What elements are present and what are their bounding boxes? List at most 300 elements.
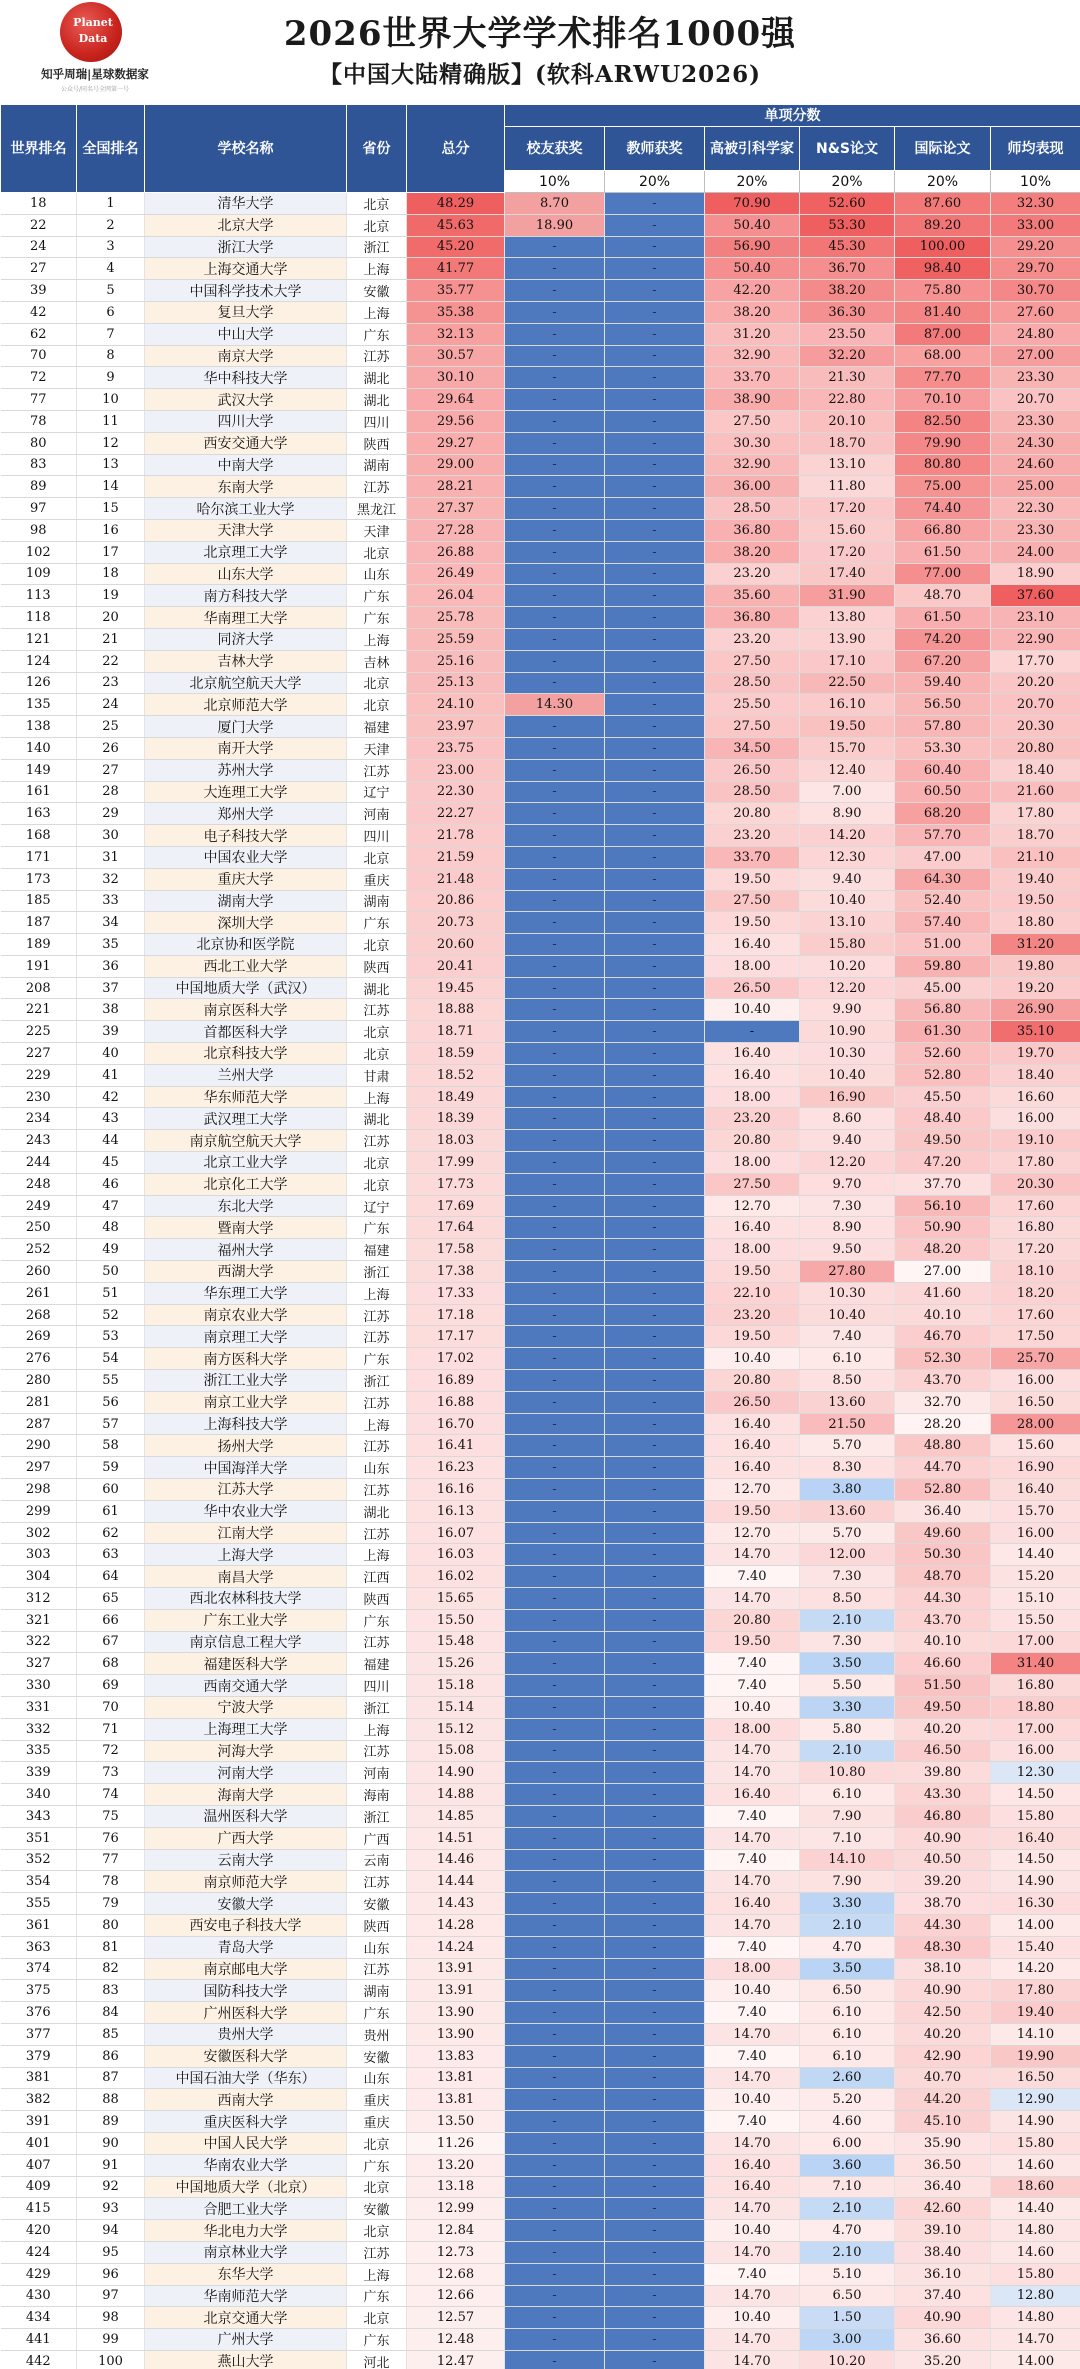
pub-score-cell: 37.70: [895, 1173, 991, 1195]
total-score-cell: 21.48: [407, 868, 505, 890]
table-row: [1, 2263, 1080, 2285]
pcp-score-cell: 15.50: [991, 1609, 1080, 1631]
table-row: [1, 498, 1080, 520]
total-score-cell: 25.13: [407, 672, 505, 694]
national-rank-cell: 98: [77, 2307, 145, 2329]
province-cell: 福建: [347, 1239, 407, 1261]
alumni-score-cell: -: [505, 1457, 605, 1479]
total-score-cell: 26.88: [407, 541, 505, 563]
table-row: [1, 1064, 1080, 1086]
total-score-cell: 22.30: [407, 781, 505, 803]
pcp-score-cell: 19.20: [991, 977, 1080, 999]
pcp-score-cell: 21.60: [991, 781, 1080, 803]
pub-score-cell: 40.10: [895, 1304, 991, 1326]
weight-alumni: 10%: [505, 171, 605, 193]
ns-score-cell: 12.40: [800, 759, 895, 781]
pub-score-cell: 89.20: [895, 214, 991, 236]
pub-score-cell: 28.20: [895, 1413, 991, 1435]
total-score-cell: 26.04: [407, 585, 505, 607]
table-row: [1, 2067, 1080, 2089]
staff-score-cell: -: [605, 650, 705, 672]
pcp-score-cell: 15.10: [991, 1588, 1080, 1610]
national-rank-cell: 59: [77, 1457, 145, 1479]
pcp-score-cell: 12.80: [991, 2285, 1080, 2307]
table-row: [1, 890, 1080, 912]
staff-score-cell: -: [605, 258, 705, 280]
alumni-score-cell: -: [505, 410, 605, 432]
province-cell: 江苏: [347, 1740, 407, 1762]
ns-score-cell: 2.10: [800, 1609, 895, 1631]
pub-score-cell: 27.00: [895, 1261, 991, 1283]
table-row: [1, 2220, 1080, 2242]
staff-score-cell: -: [605, 846, 705, 868]
national-rank-cell: 72: [77, 1740, 145, 1762]
pcp-score-cell: 19.10: [991, 1130, 1080, 1152]
world-rank-cell: 78: [1, 410, 77, 432]
alumni-score-cell: -: [505, 2329, 605, 2351]
pub-score-cell: 60.40: [895, 759, 991, 781]
school-name-cell: 中国地质大学（北京）: [145, 2176, 347, 2198]
school-name-cell: 南京师范大学: [145, 1871, 347, 1893]
ns-score-cell: 13.60: [800, 1391, 895, 1413]
total-score-cell: 30.57: [407, 345, 505, 367]
table-row: [1, 2329, 1080, 2351]
total-score-cell: 17.99: [407, 1152, 505, 1174]
national-rank-cell: 88: [77, 2089, 145, 2111]
school-name-cell: 清华大学: [145, 193, 347, 215]
pub-score-cell: 57.40: [895, 912, 991, 934]
province-cell: 江苏: [347, 1958, 407, 1980]
school-name-cell: 复旦大学: [145, 301, 347, 323]
table-row: [1, 1217, 1080, 1239]
national-rank-cell: 85: [77, 2023, 145, 2045]
pcp-score-cell: 24.60: [991, 454, 1080, 476]
hici-score-cell: 38.90: [705, 389, 800, 411]
table-row: [1, 912, 1080, 934]
staff-score-cell: -: [605, 1021, 705, 1043]
hici-score-cell: 27.50: [705, 716, 800, 738]
pcp-score-cell: 20.70: [991, 694, 1080, 716]
province-cell: 北京: [347, 2220, 407, 2242]
alumni-score-cell: -: [505, 825, 605, 847]
table-row: [1, 1326, 1080, 1348]
school-name-cell: 广州大学: [145, 2329, 347, 2351]
alumni-score-cell: -: [505, 1936, 605, 1958]
pub-score-cell: 36.50: [895, 2154, 991, 2176]
national-rank-cell: 77: [77, 1849, 145, 1871]
staff-score-cell: -: [605, 2089, 705, 2111]
world-rank-cell: 290: [1, 1435, 77, 1457]
ns-score-cell: 12.30: [800, 846, 895, 868]
total-score-cell: 13.18: [407, 2176, 505, 2198]
province-cell: 江西: [347, 1566, 407, 1588]
hici-score-cell: 14.70: [705, 2067, 800, 2089]
national-rank-cell: 7: [77, 323, 145, 345]
total-score-cell: 14.46: [407, 1849, 505, 1871]
staff-score-cell: -: [605, 890, 705, 912]
total-score-cell: 12.48: [407, 2329, 505, 2351]
alumni-score-cell: -: [505, 2002, 605, 2024]
alumni-score-cell: -: [505, 2132, 605, 2154]
province-cell: 重庆: [347, 2089, 407, 2111]
pcp-score-cell: 31.40: [991, 1653, 1080, 1675]
staff-score-cell: -: [605, 672, 705, 694]
pcp-score-cell: 14.40: [991, 1544, 1080, 1566]
pub-score-cell: 48.40: [895, 1108, 991, 1130]
province-cell: 广东: [347, 323, 407, 345]
world-rank-cell: 260: [1, 1261, 77, 1283]
total-score-cell: 45.63: [407, 214, 505, 236]
ns-score-cell: 7.10: [800, 2176, 895, 2198]
world-rank-cell: 18: [1, 193, 77, 215]
hici-score-cell: 19.50: [705, 868, 800, 890]
hici-score-cell: 19.50: [705, 1631, 800, 1653]
alumni-score-cell: -: [505, 1173, 605, 1195]
table-row: [1, 1435, 1080, 1457]
school-name-cell: 合肥工业大学: [145, 2198, 347, 2220]
hici-score-cell: 10.40: [705, 2089, 800, 2111]
province-cell: 山东: [347, 563, 407, 585]
ns-score-cell: 45.30: [800, 236, 895, 258]
ns-score-cell: 3.60: [800, 2154, 895, 2176]
province-cell: 四川: [347, 410, 407, 432]
school-name-cell: 中山大学: [145, 323, 347, 345]
total-score-cell: 17.69: [407, 1195, 505, 1217]
total-score-cell: 12.68: [407, 2263, 505, 2285]
hici-score-cell: 16.40: [705, 1457, 800, 1479]
staff-score-cell: -: [605, 694, 705, 716]
pcp-score-cell: 16.50: [991, 1391, 1080, 1413]
alumni-score-cell: -: [505, 672, 605, 694]
national-rank-cell: 37: [77, 977, 145, 999]
alumni-score-cell: -: [505, 1740, 605, 1762]
province-cell: 江苏: [347, 1304, 407, 1326]
ns-score-cell: 16.90: [800, 1086, 895, 1108]
pcp-score-cell: 14.50: [991, 1849, 1080, 1871]
hici-score-cell: 26.50: [705, 759, 800, 781]
province-cell: 北京: [347, 846, 407, 868]
staff-score-cell: -: [605, 214, 705, 236]
ns-score-cell: 10.20: [800, 2350, 895, 2369]
total-score-cell: 17.58: [407, 1239, 505, 1261]
school-name-cell: 南京理工大学: [145, 1326, 347, 1348]
ns-score-cell: 17.40: [800, 563, 895, 585]
alumni-score-cell: -: [505, 1566, 605, 1588]
alumni-score-cell: -: [505, 1653, 605, 1675]
logo-text-planet: Planet: [73, 16, 113, 29]
pub-score-cell: 42.60: [895, 2198, 991, 2220]
staff-score-cell: -: [605, 934, 705, 956]
national-rank-cell: 83: [77, 1980, 145, 2002]
school-name-cell: 中国农业大学: [145, 846, 347, 868]
school-name-cell: 南京医科大学: [145, 999, 347, 1021]
national-rank-cell: 30: [77, 825, 145, 847]
staff-score-cell: -: [605, 1304, 705, 1326]
alumni-score-cell: -: [505, 1675, 605, 1697]
page-subtitle: 【中国大陆精确版】(软科ARWU2026): [318, 61, 762, 88]
hici-score-cell: 16.40: [705, 1784, 800, 1806]
pub-score-cell: 52.80: [895, 1064, 991, 1086]
national-rank-cell: 66: [77, 1609, 145, 1631]
total-score-cell: 25.78: [407, 607, 505, 629]
total-score-cell: 18.49: [407, 1086, 505, 1108]
national-rank-cell: 11: [77, 410, 145, 432]
world-rank-cell: 62: [1, 323, 77, 345]
ns-score-cell: 5.10: [800, 2263, 895, 2285]
page-header: [0, 0, 1080, 104]
national-rank-cell: 78: [77, 1871, 145, 1893]
col-province: 省份: [347, 105, 407, 193]
world-rank-cell: 330: [1, 1675, 77, 1697]
ns-score-cell: 32.20: [800, 345, 895, 367]
table-row: [1, 1544, 1080, 1566]
province-cell: 上海: [347, 258, 407, 280]
national-rank-cell: 2: [77, 214, 145, 236]
world-rank-cell: 298: [1, 1479, 77, 1501]
world-rank-cell: 138: [1, 716, 77, 738]
staff-score-cell: -: [605, 2263, 705, 2285]
hici-score-cell: 14.70: [705, 1740, 800, 1762]
school-name-cell: 上海交通大学: [145, 258, 347, 280]
school-name-cell: 四川大学: [145, 410, 347, 432]
school-name-cell: 中国科学技术大学: [145, 280, 347, 302]
pub-score-cell: 39.80: [895, 1762, 991, 1784]
pub-score-cell: 35.90: [895, 2132, 991, 2154]
ns-score-cell: 7.40: [800, 1326, 895, 1348]
staff-score-cell: -: [605, 2329, 705, 2351]
pcp-score-cell: 14.80: [991, 2307, 1080, 2329]
world-rank-cell: 381: [1, 2067, 77, 2089]
weight-ns: 20%: [800, 171, 895, 193]
world-rank-cell: 173: [1, 868, 77, 890]
pcp-score-cell: 18.60: [991, 2176, 1080, 2198]
total-score-cell: 17.18: [407, 1304, 505, 1326]
province-cell: 云南: [347, 1849, 407, 1871]
alumni-score-cell: -: [505, 1086, 605, 1108]
national-rank-cell: 100: [77, 2350, 145, 2369]
table-row: [1, 650, 1080, 672]
staff-score-cell: -: [605, 1370, 705, 1392]
alumni-score-cell: -: [505, 1588, 605, 1610]
alumni-score-cell: -: [505, 1871, 605, 1893]
world-rank-cell: 39: [1, 280, 77, 302]
pcp-score-cell: 17.80: [991, 1152, 1080, 1174]
pcp-score-cell: 18.80: [991, 912, 1080, 934]
pcp-score-cell: 16.00: [991, 1108, 1080, 1130]
staff-score-cell: -: [605, 825, 705, 847]
hici-score-cell: 27.50: [705, 410, 800, 432]
table-row: [1, 803, 1080, 825]
national-rank-cell: 57: [77, 1413, 145, 1435]
table-row: [1, 519, 1080, 541]
table-row: [1, 1980, 1080, 2002]
pub-score-cell: 49.50: [895, 1130, 991, 1152]
pub-score-cell: 48.80: [895, 1435, 991, 1457]
pub-score-cell: 38.10: [895, 1958, 991, 1980]
pcp-score-cell: 14.60: [991, 2154, 1080, 2176]
pcp-score-cell: 15.80: [991, 2132, 1080, 2154]
alumni-score-cell: -: [505, 1479, 605, 1501]
total-score-cell: 15.18: [407, 1675, 505, 1697]
province-cell: 海南: [347, 1784, 407, 1806]
ns-score-cell: 13.90: [800, 628, 895, 650]
province-cell: 上海: [347, 2263, 407, 2285]
province-cell: 浙江: [347, 1370, 407, 1392]
province-cell: 湖北: [347, 367, 407, 389]
table-row: [1, 2154, 1080, 2176]
table-row: [1, 934, 1080, 956]
national-rank-cell: 86: [77, 2045, 145, 2067]
school-name-cell: 安徽医科大学: [145, 2045, 347, 2067]
table-row: [1, 2132, 1080, 2154]
hici-score-cell: 23.20: [705, 1304, 800, 1326]
table-row: [1, 1479, 1080, 1501]
total-score-cell: 25.59: [407, 628, 505, 650]
hici-score-cell: 56.90: [705, 236, 800, 258]
pcp-score-cell: 17.50: [991, 1326, 1080, 1348]
hici-score-cell: 16.40: [705, 1064, 800, 1086]
pcp-score-cell: 14.90: [991, 1871, 1080, 1893]
national-rank-cell: 79: [77, 1893, 145, 1915]
province-cell: 陕西: [347, 432, 407, 454]
pub-score-cell: 48.20: [895, 1239, 991, 1261]
alumni-score-cell: -: [505, 1391, 605, 1413]
alumni-score-cell: -: [505, 2220, 605, 2242]
alumni-score-cell: -: [505, 1718, 605, 1740]
hici-score-cell: 14.70: [705, 1914, 800, 1936]
total-score-cell: 16.23: [407, 1457, 505, 1479]
pub-score-cell: 49.50: [895, 1696, 991, 1718]
pub-score-cell: 40.70: [895, 2067, 991, 2089]
national-rank-cell: 6: [77, 301, 145, 323]
ns-score-cell: 9.40: [800, 868, 895, 890]
province-cell: 黑龙江: [347, 498, 407, 520]
staff-score-cell: -: [605, 1173, 705, 1195]
world-rank-cell: 252: [1, 1239, 77, 1261]
staff-score-cell: -: [605, 1958, 705, 1980]
hici-score-cell: 7.40: [705, 2263, 800, 2285]
hici-score-cell: 10.40: [705, 2220, 800, 2242]
world-rank-cell: 391: [1, 2111, 77, 2133]
school-name-cell: 宁波大学: [145, 1696, 347, 1718]
table-row: [1, 1086, 1080, 1108]
pcp-score-cell: 14.70: [991, 2329, 1080, 2351]
staff-score-cell: -: [605, 977, 705, 999]
pcp-score-cell: 17.20: [991, 1239, 1080, 1261]
pub-score-cell: 44.30: [895, 1914, 991, 1936]
col-school: 学校名称: [145, 105, 347, 193]
school-name-cell: 北京航空航天大学: [145, 672, 347, 694]
total-score-cell: 35.38: [407, 301, 505, 323]
world-rank-cell: 225: [1, 1021, 77, 1043]
staff-score-cell: -: [605, 1435, 705, 1457]
alumni-score-cell: -: [505, 1217, 605, 1239]
school-name-cell: 云南大学: [145, 1849, 347, 1871]
total-score-cell: 13.81: [407, 2089, 505, 2111]
staff-score-cell: -: [605, 345, 705, 367]
staff-score-cell: -: [605, 1675, 705, 1697]
table-row: [1, 781, 1080, 803]
alumni-score-cell: -: [505, 432, 605, 454]
school-name-cell: 西湖大学: [145, 1261, 347, 1283]
national-rank-cell: 5: [77, 280, 145, 302]
world-rank-cell: 331: [1, 1696, 77, 1718]
alumni-score-cell: -: [505, 2176, 605, 2198]
hici-score-cell: 7.40: [705, 1805, 800, 1827]
pub-score-cell: 47.00: [895, 846, 991, 868]
pub-score-cell: 43.70: [895, 1609, 991, 1631]
national-rank-cell: 28: [77, 781, 145, 803]
total-score-cell: 22.27: [407, 803, 505, 825]
table-row: [1, 258, 1080, 280]
ns-score-cell: 17.20: [800, 541, 895, 563]
hici-score-cell: 32.90: [705, 345, 800, 367]
table-row: [1, 2023, 1080, 2045]
total-score-cell: 14.51: [407, 1827, 505, 1849]
school-name-cell: 中国海洋大学: [145, 1457, 347, 1479]
staff-score-cell: -: [605, 1544, 705, 1566]
school-name-cell: 河海大学: [145, 1740, 347, 1762]
province-cell: 浙江: [347, 1805, 407, 1827]
staff-score-cell: -: [605, 2045, 705, 2067]
province-cell: 广东: [347, 1609, 407, 1631]
province-cell: 北京: [347, 2132, 407, 2154]
alumni-score-cell: -: [505, 2241, 605, 2263]
alumni-score-cell: -: [505, 1370, 605, 1392]
alumni-score-cell: 18.90: [505, 214, 605, 236]
alumni-score-cell: -: [505, 2198, 605, 2220]
staff-score-cell: -: [605, 1631, 705, 1653]
table-row: [1, 476, 1080, 498]
hici-score-cell: 10.40: [705, 1348, 800, 1370]
ns-score-cell: 36.70: [800, 258, 895, 280]
total-score-cell: 19.45: [407, 977, 505, 999]
national-rank-cell: 45: [77, 1152, 145, 1174]
pub-score-cell: 49.60: [895, 1522, 991, 1544]
pcp-score-cell: 23.30: [991, 519, 1080, 541]
pub-score-cell: 56.80: [895, 999, 991, 1021]
national-rank-cell: 50: [77, 1261, 145, 1283]
hici-score-cell: 19.50: [705, 1326, 800, 1348]
pub-score-cell: 42.50: [895, 2002, 991, 2024]
world-rank-cell: 376: [1, 2002, 77, 2024]
world-rank-cell: 102: [1, 541, 77, 563]
staff-score-cell: -: [605, 323, 705, 345]
alumni-score-cell: -: [505, 803, 605, 825]
table-row: [1, 1827, 1080, 1849]
staff-score-cell: -: [605, 1718, 705, 1740]
pcp-score-cell: 15.80: [991, 2263, 1080, 2285]
total-score-cell: 29.64: [407, 389, 505, 411]
hici-score-cell: 38.20: [705, 301, 800, 323]
ns-score-cell: 1.50: [800, 2307, 895, 2329]
ns-score-cell: 10.20: [800, 955, 895, 977]
province-cell: 江苏: [347, 1391, 407, 1413]
province-cell: 江苏: [347, 2241, 407, 2263]
alumni-score-cell: -: [505, 628, 605, 650]
hici-score-cell: 50.40: [705, 214, 800, 236]
national-rank-cell: 18: [77, 563, 145, 585]
world-rank-cell: 163: [1, 803, 77, 825]
alumni-score-cell: -: [505, 345, 605, 367]
alumni-score-cell: -: [505, 498, 605, 520]
school-name-cell: 郑州大学: [145, 803, 347, 825]
national-rank-cell: 24: [77, 694, 145, 716]
hici-score-cell: 31.20: [705, 323, 800, 345]
school-name-cell: 温州医科大学: [145, 1805, 347, 1827]
hici-score-cell: 7.40: [705, 1653, 800, 1675]
hici-score-cell: 27.50: [705, 1173, 800, 1195]
